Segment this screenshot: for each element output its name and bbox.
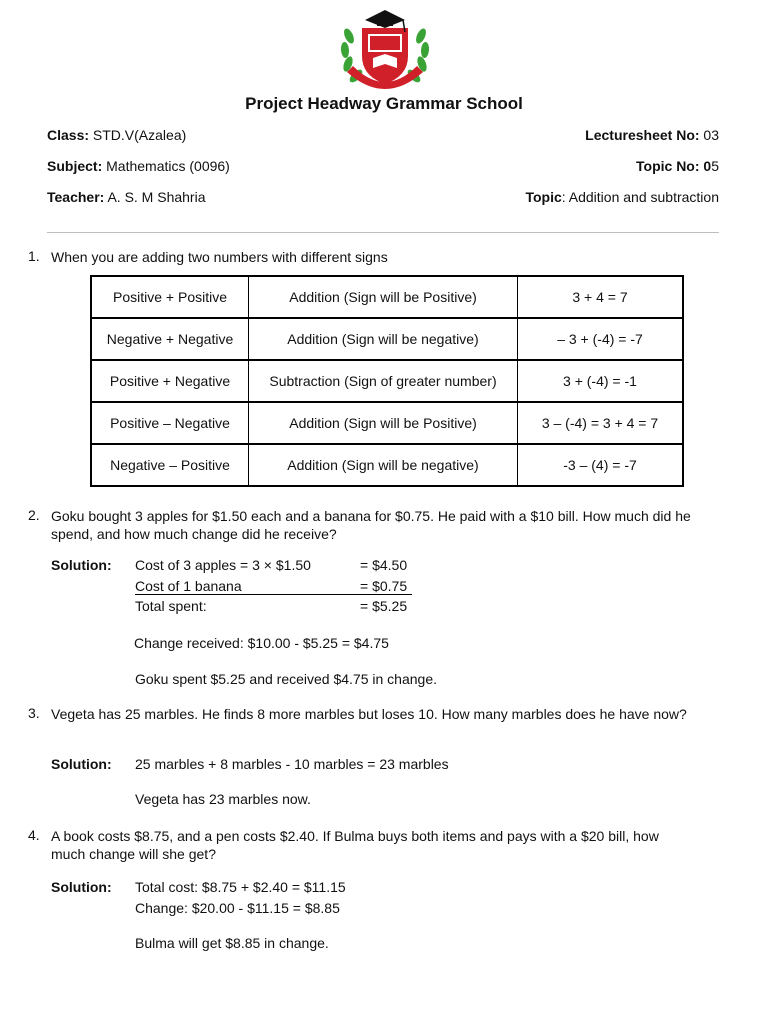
table-cell: Subtraction (Sign of greater number) <box>249 360 518 402</box>
q4-answer: Bulma will get $8.85 in change. <box>135 935 329 951</box>
q3-solution-label: Solution: <box>51 756 112 772</box>
table-cell: Positive + Negative <box>91 360 249 402</box>
q2-line-total: Total spent: <box>135 598 207 614</box>
q1-text: When you are adding two numbers with different signs <box>51 249 388 265</box>
table-cell: -3 – (4) = -7 <box>518 444 684 486</box>
q4-line-change: Change: $20.00 - $11.15 = $8.85 <box>135 900 340 916</box>
topic-info: Topic: Addition and subtraction <box>525 189 719 205</box>
table-cell: Positive – Negative <box>91 402 249 444</box>
table-cell: Addition (Sign will be negative) <box>249 444 518 486</box>
q4-text: A book costs $8.75, and a pen costs $2.40. If Bulma buys both items and pays with a $20 bill, how much change will she get? <box>51 828 659 862</box>
q2-line-apples: Cost of 3 apples = 3 × $1.50 <box>135 557 311 573</box>
table-cell: 3 – (-4) = 3 + 4 = 7 <box>518 402 684 444</box>
q4-solution-label: Solution: <box>51 879 112 895</box>
table-row <box>91 318 683 360</box>
table-cell: Addition (Sign will be Positive) <box>249 276 518 318</box>
lecturesheet-info: Lecturesheet No: 03 <box>585 127 719 143</box>
q3-line: 25 marbles + 8 marbles - 10 marbles = 23 marbles <box>135 756 449 772</box>
school-name: Project Headway Grammar School <box>245 94 523 113</box>
q4-number: 4. <box>28 827 40 843</box>
q1-number: 1. <box>28 248 40 264</box>
class-info: Class: STD.V(Azalea) <box>47 127 187 143</box>
header-divider <box>47 232 719 233</box>
q2-text: Goku bought 3 apples for $1.50 each and a banana for $0.75. He paid with a $10 bill. How much did he spend, and how much change did he receive? <box>51 508 691 542</box>
teacher-info: Teacher: A. S. M Shahria <box>47 189 206 205</box>
q2-value-total: = $5.25 <box>360 598 408 614</box>
q3-answer: Vegeta has 23 marbles now. <box>135 791 311 807</box>
table-row <box>91 276 683 318</box>
q2-line-banana: Cost of 1 banana <box>135 578 242 594</box>
table-cell: Negative – Positive <box>91 444 249 486</box>
table-cell: Negative + Negative <box>91 318 249 360</box>
table-cell: – 3 + (-4) = -7 <box>518 318 684 360</box>
table-cell: Addition (Sign will be Positive) <box>249 402 518 444</box>
q2-number: 2. <box>28 507 40 523</box>
table-row <box>91 402 683 444</box>
subject-info: Subject: Mathematics (0096) <box>47 158 230 174</box>
table-row <box>91 444 683 486</box>
signs-table <box>90 275 684 487</box>
table-row <box>91 360 683 402</box>
topic-no-info: Topic No: 05 <box>636 158 719 174</box>
q2-value-apples: = $4.50 <box>360 557 408 573</box>
sum-underline <box>135 594 412 595</box>
table-cell: 3 + (-4) = -1 <box>518 360 684 402</box>
table-cell: Positive + Positive <box>91 276 249 318</box>
school-logo <box>335 6 435 94</box>
q3-number: 3. <box>28 705 40 721</box>
table-cell: Addition (Sign will be negative) <box>249 318 518 360</box>
q2-answer: Goku spent $5.25 and received $4.75 in change. <box>135 671 437 687</box>
q2-solution-label: Solution: <box>51 557 112 573</box>
q2-value-banana: = $0.75 <box>360 578 408 594</box>
table-cell: 3 + 4 = 7 <box>518 276 684 318</box>
q4-line-total: Total cost: $8.75 + $2.40 = $11.15 <box>135 879 346 895</box>
q3-text: Vegeta has 25 marbles. He finds 8 more marbles but loses 10. How many marbles does he have now? <box>51 706 687 722</box>
q2-change: Change received: $10.00 - $5.25 = $4.75 <box>134 635 389 651</box>
